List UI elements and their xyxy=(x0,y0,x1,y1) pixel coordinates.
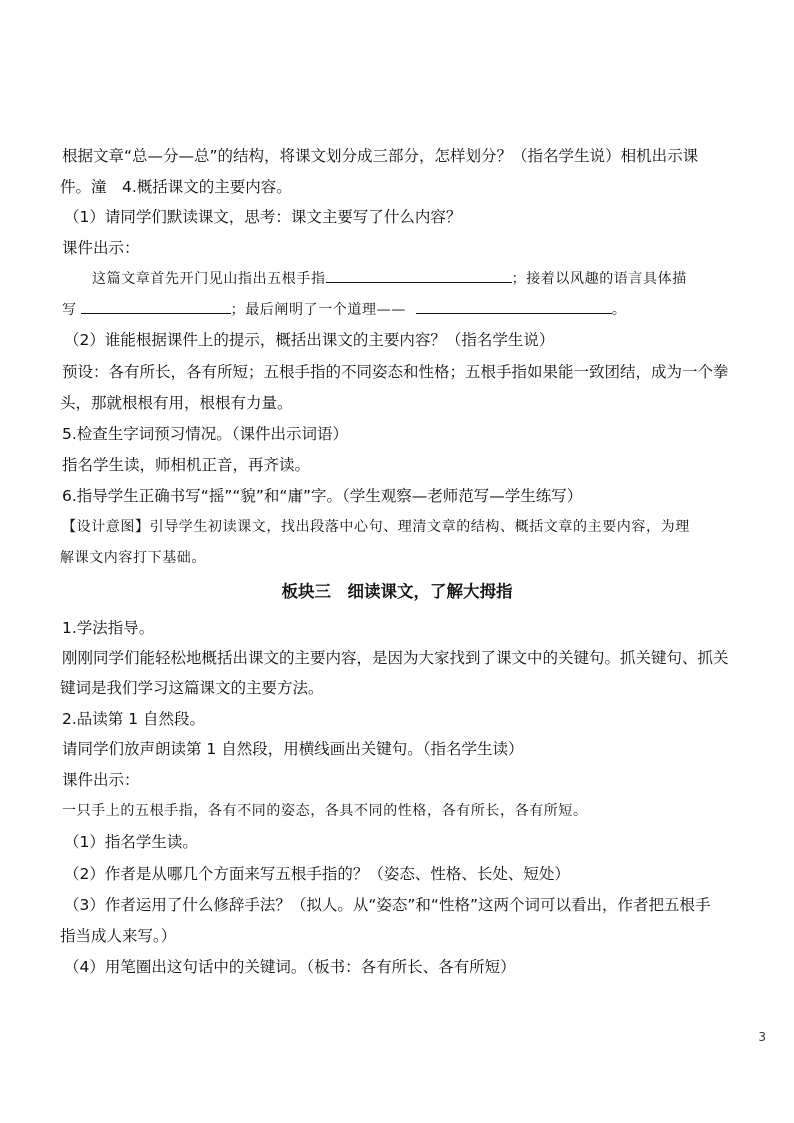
text-line: 课件出示： xyxy=(62,771,140,789)
section-title: 板块三 细读课文，了解大拇指 xyxy=(281,582,513,601)
text-line: （2）谁能根据课件上的提示，概括出课文的主要内容？（指名学生说） xyxy=(64,331,555,349)
courseware-quote: 一只手上的五根手指，各有不同的姿态，各具不同的性格，各有所长，各有所短。 xyxy=(62,803,588,819)
fill-blank-line xyxy=(62,299,626,320)
text-line: 刚刚同学们能轻松地概括出课文的主要内容，是因为大家找到了课文中的关键句。抓关键句、抓关 xyxy=(62,649,729,667)
design-intent-line: 【设计意图】引导学生初读课文，找出段落中心句、理清文章的结构、概括文章的主要内容，为理 xyxy=(62,519,690,535)
text-line: 6.指导学生正确书写“摇”“貌”和“庸”字。（学生观察—老师范写—学生练写） xyxy=(62,487,583,505)
blank-field xyxy=(326,268,512,283)
fill-blank-line xyxy=(92,268,687,289)
text-segment: 这篇文章首先开门见山指出五根手指 xyxy=(92,271,326,287)
text-line: 根据文章“总—分—总”的结构，将课文划分成三部分，怎样划分？（指名学生说）相机出示课 xyxy=(62,147,699,165)
text-line: （1）请同学们默读课文，思考：课文主要写了什么内容？ xyxy=(64,208,462,226)
text-segment: 。 xyxy=(611,302,627,318)
text-line: （4）用笔圈出这句话中的关键词。（板书：各有所长、各有所短） xyxy=(64,958,516,976)
text-line: 预设：各有所长，各有所短；五根手指的不同姿态和性格；五根手指如果能一致团结，成为一个拳 xyxy=(62,363,729,381)
text-line: 5.检查生字词预习情况。（课件出示词语） xyxy=(62,425,349,443)
text-line: 1.学法指导。 xyxy=(62,619,155,637)
text-line: 件。潼 4.概括课文的主要内容。 xyxy=(60,178,292,196)
text-segment: ；最后阐明了一个道理—— xyxy=(230,302,406,318)
text-line: 指当成人来写。） xyxy=(60,927,177,945)
design-intent-line: 解课文内容打下基础。 xyxy=(60,550,206,566)
page-number: 3 xyxy=(758,1030,766,1044)
text-line: 键词是我们学习这篇课文的主要方法。 xyxy=(60,679,324,697)
text-line: 2.品读第 1 自然段。 xyxy=(62,710,206,728)
text-line: （2）作者是从哪几个方面来写五根手指的？（姿态、性格、长处、短处） xyxy=(64,865,570,883)
blank-field xyxy=(81,299,231,314)
text-line: 请同学们放声朗读第 1 自然段，用横线画出关键句。（指名学生读） xyxy=(62,740,524,758)
text-line: （1）指名学生读。 xyxy=(64,833,198,851)
text-line: 课件出示： xyxy=(62,239,140,257)
text-line: 指名学生读，师相机正音，再齐读。 xyxy=(62,456,311,474)
text-segment: 写 xyxy=(62,302,77,318)
text-line: 头，那就根根有用，根根有力量。 xyxy=(60,394,293,412)
text-line: （3）作者运用了什么修辞手法？（拟人。从“姿态”和“性格”这两个词可以看出，作者把五根手 xyxy=(64,896,711,914)
text-segment: ；接着以风趣的语言具体描 xyxy=(511,271,687,287)
blank-field xyxy=(416,299,612,314)
